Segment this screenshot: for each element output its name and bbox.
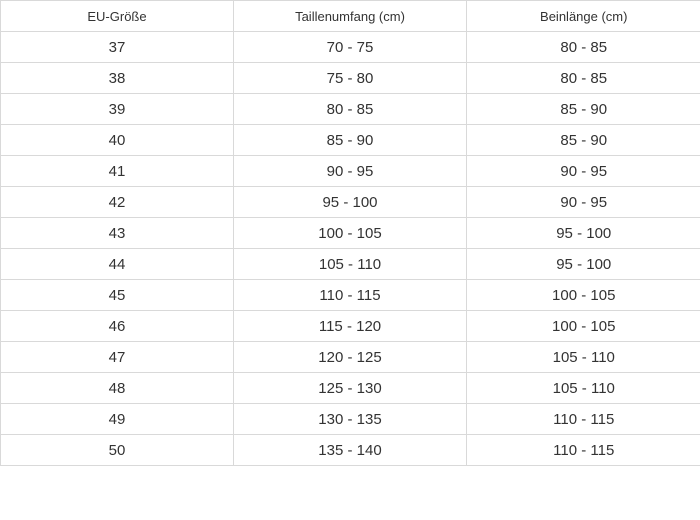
cell-waist: 70 - 75 bbox=[234, 32, 467, 63]
table-row bbox=[1, 249, 700, 280]
table-row bbox=[1, 94, 700, 125]
cell-leg-length: 95 - 100 bbox=[467, 249, 700, 280]
cell-leg-length: 100 - 105 bbox=[467, 311, 700, 342]
table-row bbox=[1, 187, 700, 218]
cell-eu-size: 42 bbox=[1, 187, 234, 218]
cell-waist: 105 - 110 bbox=[234, 249, 467, 280]
cell-leg-length: 95 - 100 bbox=[467, 218, 700, 249]
cell-waist: 80 - 85 bbox=[234, 94, 467, 125]
table-row bbox=[1, 125, 700, 156]
cell-waist: 120 - 125 bbox=[234, 342, 467, 373]
cell-waist: 75 - 80 bbox=[234, 63, 467, 94]
cell-leg-length: 105 - 110 bbox=[467, 373, 700, 404]
cell-eu-size: 45 bbox=[1, 280, 234, 311]
table-row bbox=[1, 311, 700, 342]
table-row bbox=[1, 280, 700, 311]
cell-leg-length: 110 - 115 bbox=[467, 435, 700, 466]
cell-leg-length: 110 - 115 bbox=[467, 404, 700, 435]
cell-eu-size: 49 bbox=[1, 404, 234, 435]
cell-leg-length: 90 - 95 bbox=[467, 187, 700, 218]
table-row bbox=[1, 156, 700, 187]
cell-waist: 85 - 90 bbox=[234, 125, 467, 156]
cell-leg-length: 80 - 85 bbox=[467, 63, 700, 94]
cell-eu-size: 48 bbox=[1, 373, 234, 404]
cell-eu-size: 44 bbox=[1, 249, 234, 280]
cell-eu-size: 40 bbox=[1, 125, 234, 156]
header-eu-size: EU-Größe bbox=[1, 1, 234, 32]
table-row bbox=[1, 218, 700, 249]
cell-leg-length: 105 - 110 bbox=[467, 342, 700, 373]
table-row bbox=[1, 32, 700, 63]
cell-waist: 115 - 120 bbox=[234, 311, 467, 342]
cell-waist: 95 - 100 bbox=[234, 187, 467, 218]
table-row bbox=[1, 63, 700, 94]
cell-waist: 110 - 115 bbox=[234, 280, 467, 311]
cell-waist: 90 - 95 bbox=[234, 156, 467, 187]
cell-eu-size: 41 bbox=[1, 156, 234, 187]
table-row bbox=[1, 342, 700, 373]
cell-eu-size: 38 bbox=[1, 63, 234, 94]
cell-eu-size: 37 bbox=[1, 32, 234, 63]
table-body bbox=[1, 32, 700, 466]
header-leg-length: Beinlänge (cm) bbox=[467, 1, 700, 32]
cell-waist: 125 - 130 bbox=[234, 373, 467, 404]
cell-waist: 100 - 105 bbox=[234, 218, 467, 249]
cell-waist: 130 - 135 bbox=[234, 404, 467, 435]
cell-leg-length: 80 - 85 bbox=[467, 32, 700, 63]
cell-eu-size: 47 bbox=[1, 342, 234, 373]
cell-eu-size: 39 bbox=[1, 94, 234, 125]
cell-waist: 135 - 140 bbox=[234, 435, 467, 466]
table-row bbox=[1, 373, 700, 404]
cell-eu-size: 46 bbox=[1, 311, 234, 342]
cell-leg-length: 85 - 90 bbox=[467, 125, 700, 156]
header-waist: Taillenumfang (cm) bbox=[234, 1, 467, 32]
table-row bbox=[1, 435, 700, 466]
cell-eu-size: 50 bbox=[1, 435, 234, 466]
cell-eu-size: 43 bbox=[1, 218, 234, 249]
cell-leg-length: 90 - 95 bbox=[467, 156, 700, 187]
table-header bbox=[1, 1, 700, 32]
table-row bbox=[1, 404, 700, 435]
header-row bbox=[1, 1, 700, 32]
cell-leg-length: 100 - 105 bbox=[467, 280, 700, 311]
cell-leg-length: 85 - 90 bbox=[467, 94, 700, 125]
